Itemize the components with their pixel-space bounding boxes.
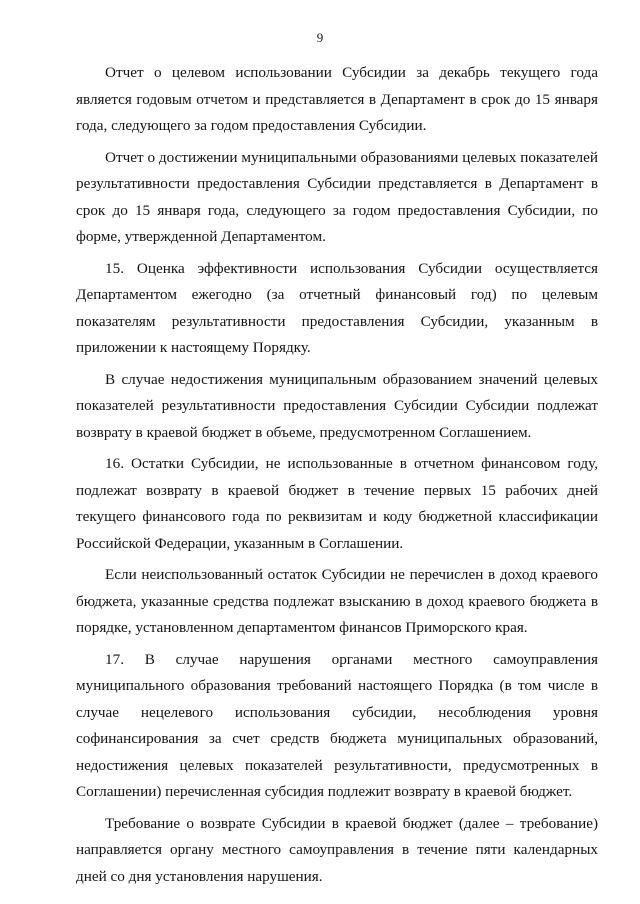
document-body: [76, 60, 598, 895]
paragraph-item-17: 17. В случае нарушения органами местного самоуправления муниципального образования требований настоящего Порядка (в том числе в случае нецелевого использования субсидии, несоблюдения уровня софинансирования за счет средств бюджета муниципальных образований, недостижения целевых показателей результативности, предусмотренных в Соглашении) перечисленная субсидия подлежит возврату в краевой бюджет.: [76, 650, 598, 800]
paragraph-annual-report: Отчет о целевом использовании Субсидии за декабрь текущего года является годовым отчетом и представляется в Департамент в срок до 15 января года, следующего за годом предоставления Субсидии.: [76, 64, 598, 134]
paragraph-refund-demand: Требование о возврате Субсидии в краевой бюджет (далее – требование) направляется органу местного самоуправления в течение пяти календарных дней со дня установления нарушения.: [76, 814, 598, 885]
paragraph-item-15: 15. Оценка эффективности использования Субсидии осуществляется Департаментом ежегодно (за отчетный финансовый год) по целевым показателям результативности предоставления Субсидии, указанным в приложении к настоящему Порядку.: [76, 259, 598, 356]
paragraph-item-16: 16. Остатки Субсидии, не использованные в отчетном финансовом году, подлежат возврату в краевой бюджет в течение первых 15 рабочих дней текущего финансового года по реквизитам и коду бюджетной классификации Российской Федерации, указанным в Соглашении.: [76, 455, 598, 552]
paragraph-non-achievement: В случае недостижения муниципальным образованием значений целевых показателей результативности предоставления Субсидии Субсидии подлежат возврату в краевой бюджет в объеме, предусмотренном Соглашением.: [76, 370, 598, 441]
paragraph-targets-report: Отчет о достижении муниципальными образованиями целевых показателей результативности предоставления Субсидии представляется в Департамент в срок до 15 января года, следующего за годом предоставления Субсидии, по форме, утвержденной Департаментом.: [76, 148, 598, 245]
page-number: 9: [316, 30, 324, 45]
paragraph-unused-balance: Если неиспользованный остаток Субсидии не перечислен в доход краевого бюджета, указанные средства подлежат взысканию в доход краевого бюджета в порядке, установленном департаментом финансов Приморского края.: [76, 566, 598, 636]
